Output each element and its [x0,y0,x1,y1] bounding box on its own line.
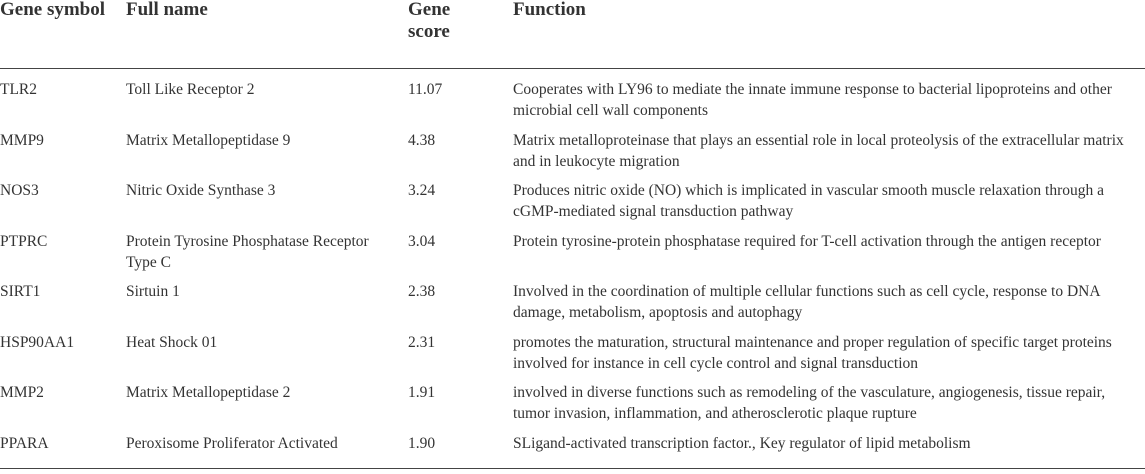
function-cell: Matrix metalloproteinase that plays an essential role in local proteolysis of the extracellular matrix and in leukocyte migration [513,130,1145,172]
full-name-cell: Matrix Metallopeptidase 9 [126,130,396,151]
gene-symbol-cell: NOS3 [0,180,118,201]
table-row [0,121,1145,172]
table-row [0,373,1145,424]
table-row [0,272,1145,323]
table-row [0,424,1145,474]
header-gene-symbol: Gene symbol [0,0,115,21]
gene-score-cell: 1.90 [408,433,498,454]
function-cell: Produces nitric oxide (NO) which is implicated in vascular smooth muscle relaxation through a cGMP-mediated signal transduction pathway [513,180,1145,222]
gene-symbol-cell: PPARA [0,433,118,454]
table-row [0,222,1145,273]
full-name-cell: Peroxisome Proliferator Activated [126,433,396,454]
gene-score-cell: 3.04 [408,231,498,252]
table-row [0,171,1145,222]
table-row [0,70,1145,121]
full-name-cell: Heat Shock 01 [126,332,396,353]
gene-table [0,0,1145,69]
gene-score-cell: 2.31 [408,332,498,353]
gene-score-cell: 2.38 [408,281,498,302]
gene-symbol-cell: MMP9 [0,130,118,151]
header-full-name: Full name [126,0,326,21]
gene-symbol-cell: TLR2 [0,79,118,100]
table-bottom-rule [0,468,1145,469]
function-cell: Involved in the coordination of multiple cellular functions such as cell cycle, response to DNA damage, metabolism, apoptosis and autophagy [513,281,1145,323]
gene-symbol-cell: PTPRC [0,231,118,252]
gene-score-cell: 11.07 [408,79,498,100]
gene-symbol-cell: HSP90AA1 [0,332,118,353]
gene-symbol-cell: MMP2 [0,382,118,403]
gene-score-cell: 4.38 [408,130,498,151]
table-row [0,323,1145,374]
gene-symbol-cell: SIRT1 [0,281,118,302]
table-body [0,70,1145,474]
table-header [0,0,1145,69]
function-cell: Cooperates with LY96 to mediate the innate immune response to bacterial lipoproteins and other microbial cell wall components [513,79,1145,121]
full-name-cell: Matrix Metallopeptidase 2 [126,382,396,403]
function-cell: involved in diverse functions such as remodeling of the vasculature, angiogenesis, tissue repair, tumor invasion, inflammation, and atherosclerotic plaque rupture [513,382,1145,424]
function-cell: SLigand-activated transcription factor., Key regulator of lipid metabolism [513,433,1145,454]
full-name-cell: Nitric Oxide Synthase 3 [126,180,396,201]
function-cell: Protein tyrosine-protein phosphatase required for T-cell activation through the antigen receptor [513,231,1145,252]
header-function: Function [513,0,713,21]
function-cell: promotes the maturation, structural maintenance and proper regulation of specific target proteins involved for instance in cell cycle control and signal transduction [513,332,1145,374]
gene-score-cell: 3.24 [408,180,498,201]
gene-score-cell: 1.91 [408,382,498,403]
header-gene-score: Gene score [408,0,478,43]
full-name-cell: Toll Like Receptor 2 [126,79,396,100]
full-name-cell: Protein Tyrosine Phosphatase Receptor Type C [126,231,396,273]
full-name-cell: Sirtuin 1 [126,281,396,302]
